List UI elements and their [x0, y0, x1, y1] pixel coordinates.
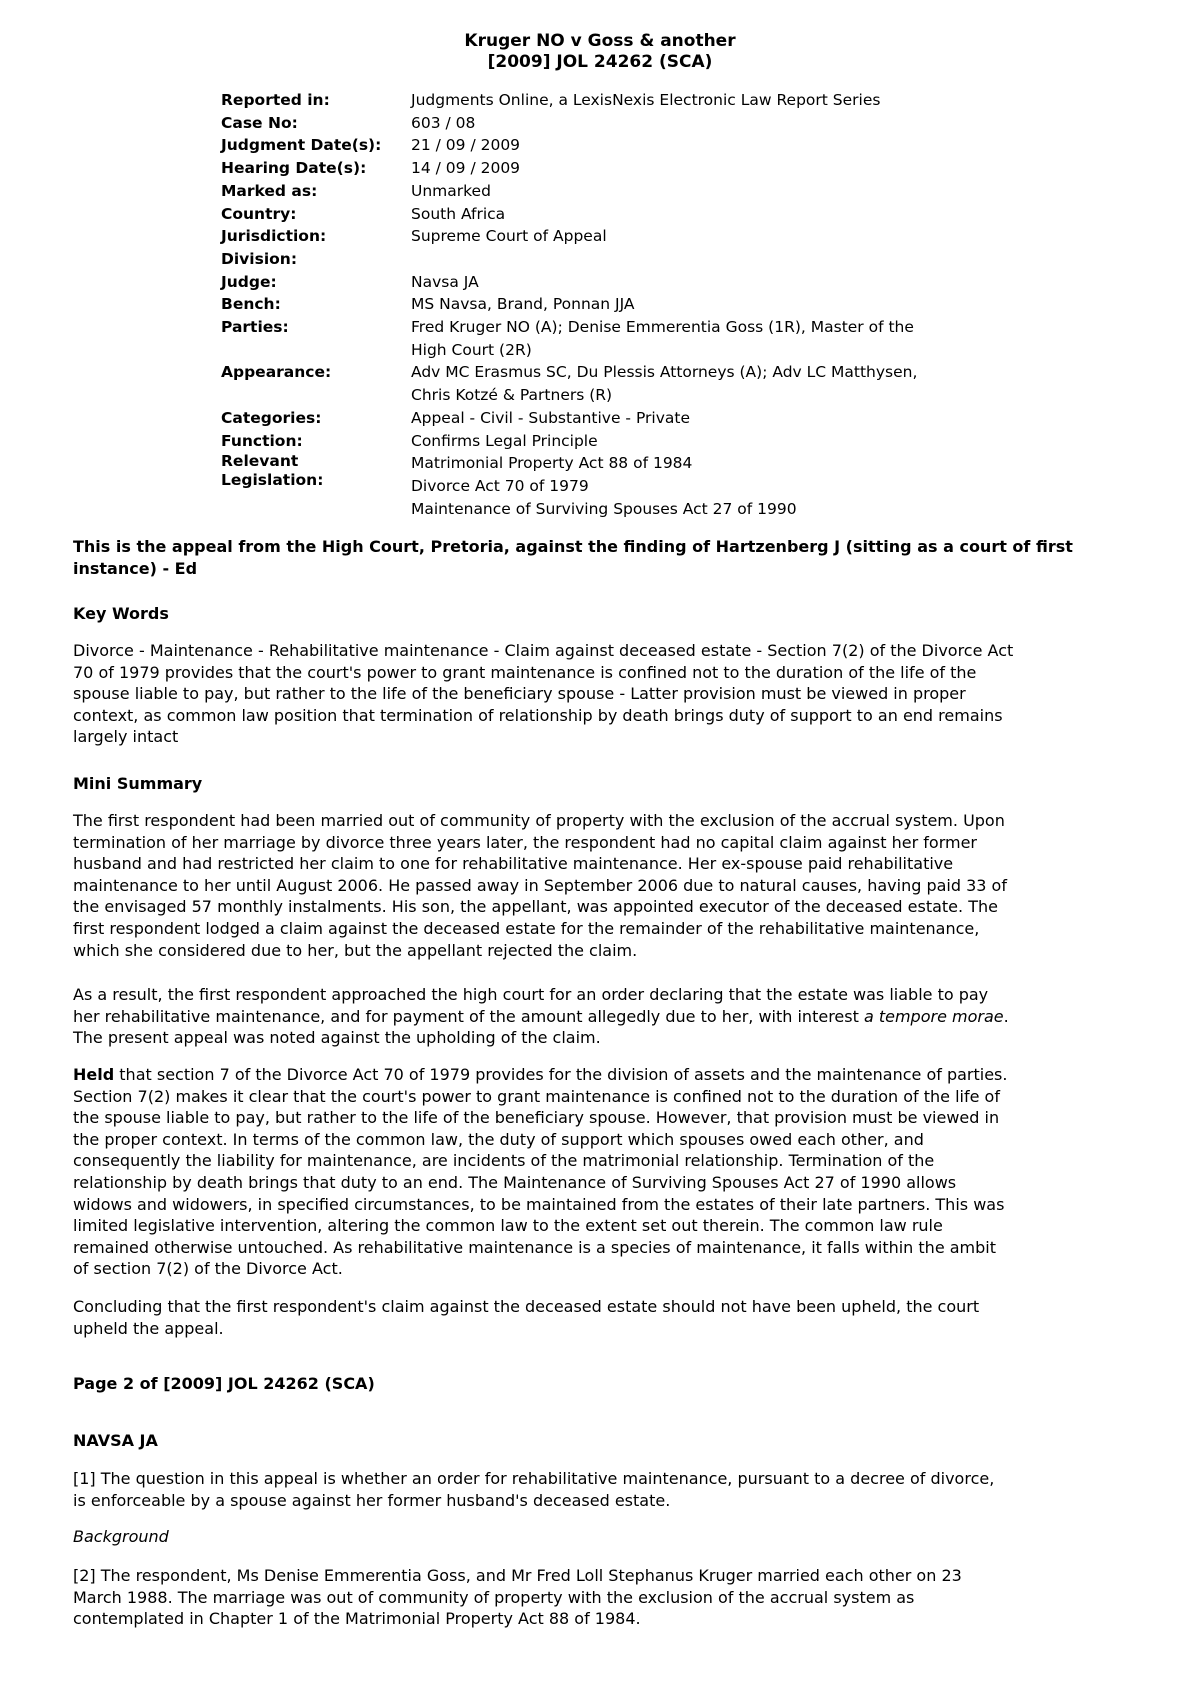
- mini-summary-paragraph-3: [73, 1064, 1137, 1280]
- meta-value: Matrimonial Property Act 88 of 1984: [411, 454, 693, 473]
- latin-phrase: a tempore morae: [863, 1006, 1004, 1026]
- meta-label: Case No:: [221, 113, 298, 132]
- meta-value: Maintenance of Surviving Spouses Act 27 of 1990: [411, 499, 797, 518]
- meta-value: South Africa: [411, 204, 506, 223]
- meta-row-bench: [221, 293, 1001, 316]
- text-line: Divorce - Maintenance - Rehabilitative maintenance - Claim against deceased estate - Section 7(2) of the Divorce Act: [73, 641, 1014, 660]
- case-citation: [2009] JOL 24262 (SCA): [487, 52, 713, 72]
- text-line: first respondent lodged a claim against the deceased estate for the remainder of the rehabilitative maintenance,: [73, 918, 980, 938]
- meta-label: Division:: [221, 249, 298, 268]
- background-heading: Background: [73, 1527, 169, 1546]
- text-line: [1] The question in this appeal is whether an order for rehabilitative maintenance, pursuant to a decree of divorce,: [73, 1469, 995, 1488]
- meta-value: Navsa JA: [411, 272, 479, 291]
- text-line: limited legislative intervention, altering the common law to the extent set out therein. The common law rule: [73, 1216, 943, 1236]
- text-line: Concluding that the first respondent's claim against the deceased estate should not have been upheld, the court: [73, 1297, 980, 1316]
- meta-label: Country:: [221, 204, 297, 223]
- text-line: remained otherwise untouched. As rehabilitative maintenance is a species of maintenance, it falls within the ambit: [73, 1237, 997, 1257]
- text-line: As a result, the first respondent approached the high court for an order declaring that the estate was liable to pay: [73, 985, 989, 1004]
- key-words-heading: Key Words: [73, 604, 169, 623]
- text-line: March 1988. The marriage was out of community of property with the exclusion of the accrual system as: [73, 1587, 915, 1607]
- text-line: Section 7(2) makes it clear that the court's power to grant maintenance is confined not to the duration of the life of: [73, 1086, 1000, 1106]
- text-line: widows and widowers, in specified circumstances, to be maintained from the estates of their late partners. This was: [73, 1194, 1005, 1214]
- text-line: of section 7(2) of the Divorce Act.: [73, 1259, 343, 1279]
- meta-row-hearing-date: [221, 157, 1001, 180]
- meta-value: Divorce Act 70 of 1979: [411, 476, 589, 495]
- text-line: [73, 1006, 1137, 1028]
- text-line: the envisaged 57 monthly instalments. His son, the appellant, was appointed executor of the deceased estate. The: [73, 897, 998, 917]
- meta-label: Parties:: [221, 318, 289, 337]
- text-line: is enforceable by a spouse against her former husband's deceased estate.: [73, 1490, 671, 1510]
- meta-label: Function:: [221, 431, 303, 450]
- text-line: contemplated in Chapter 1 of the Matrimonial Property Act 88 of 1984.: [73, 1609, 641, 1629]
- meta-label: Judge:: [221, 272, 277, 291]
- judge-heading: NAVSA JA: [73, 1431, 158, 1450]
- mini-summary-paragraph-4: [73, 1296, 1137, 1339]
- meta-value: MS Navsa, Brand, Ponnan JJA: [411, 295, 635, 314]
- meta-value: 21 / 09 / 2009: [411, 136, 521, 155]
- text-run: .: [1003, 1006, 1009, 1026]
- text-line: spouse liable to pay, but rather to the life of the beneficiary spouse - Latter provision must be viewed in proper: [73, 684, 966, 704]
- meta-label: Categories:: [221, 408, 322, 427]
- text-line: [73, 1064, 1137, 1086]
- text-line: context, as common law position that termination of relationship by death brings duty of support to an end remains: [73, 705, 1003, 725]
- meta-row-division: [221, 248, 1001, 271]
- meta-row-parties: [221, 316, 1001, 361]
- text-line: upheld the appeal.: [73, 1318, 224, 1338]
- text-line: relationship by death brings that duty to an end. The Maintenance of Surviving Spouses Act 27 of 1990 allows: [73, 1172, 957, 1192]
- text-line: [2] The respondent, Ms Denise Emmerentia Goss, and Mr Fred Loll Stephanus Kruger married each other on 23: [73, 1566, 962, 1585]
- text-line: which she considered due to her, but the appellant rejected the claim.: [73, 940, 638, 960]
- meta-label: [221, 452, 411, 520]
- case-title: Kruger NO v Goss & another: [464, 31, 736, 51]
- meta-value: Adv MC Erasmus SC, Du Plessis Attorneys (A); Adv LC Matthysen,: [411, 363, 918, 382]
- text-line: 70 of 1979 provides that the court's power to grant maintenance is confined not to the duration of the life of the: [73, 662, 977, 682]
- text-line: husband and had restricted her claim to one for rehabilitative maintenance. Her ex-spouse paid rehabilitative: [73, 854, 954, 874]
- meta-row-case-no: [221, 112, 1001, 135]
- meta-value: [411, 248, 1001, 271]
- meta-value: High Court (2R): [411, 340, 532, 359]
- meta-row-jurisdiction: [221, 225, 1001, 248]
- intro-paragraph: [73, 536, 1137, 579]
- mini-summary-paragraph-2: [73, 984, 1137, 1049]
- key-words-paragraph: [73, 640, 1137, 748]
- text-run: that section 7 of the Divorce Act 70 of 1979 provides for the division of assets and the maintenance of parties.: [114, 1065, 1008, 1084]
- meta-label: Judgment Date(s):: [221, 136, 382, 155]
- text-line: This is the appeal from the High Court, Pretoria, against the finding of Hartzenberg J (sitting as a court of first: [73, 537, 1073, 556]
- meta-label: Jurisdiction:: [221, 227, 327, 246]
- meta-label: Reported in:: [221, 91, 330, 109]
- mini-summary-paragraph-1: [73, 810, 1137, 961]
- text-line: The first respondent had been married out of community of property with the exclusion of the accrual system. Upon: [73, 811, 1005, 830]
- text-line: The present appeal was noted against the upholding of the claim.: [73, 1028, 601, 1048]
- meta-value: Chris Kotzé & Partners (R): [411, 386, 613, 405]
- case-metadata-table: [221, 89, 1001, 520]
- meta-row-function: [221, 430, 1001, 453]
- meta-row-appearance: [221, 361, 1001, 406]
- meta-label: Appearance:: [221, 363, 332, 382]
- meta-value: Appeal - Civil - Substantive - Private: [411, 408, 690, 427]
- paragraph-2: [73, 1565, 1137, 1630]
- meta-row-judge: [221, 271, 1001, 294]
- meta-label-line: Relevant: [221, 452, 299, 471]
- meta-row-country: [221, 203, 1001, 226]
- held-label: Held: [73, 1065, 115, 1084]
- meta-row-reported-in: [221, 89, 1001, 112]
- meta-label: Marked as:: [221, 181, 318, 200]
- paragraph-1: [73, 1468, 1137, 1511]
- page-marker: Page 2 of [2009] JOL 24262 (SCA): [73, 1374, 375, 1393]
- text-line: the proper context. In terms of the common law, the duty of support which spouses owed each other, and: [73, 1129, 924, 1149]
- mini-summary-heading: Mini Summary: [73, 774, 203, 793]
- meta-value: Confirms Legal Principle: [411, 431, 598, 450]
- meta-value: 14 / 09 / 2009: [411, 159, 521, 178]
- text-line: the spouse liable to pay, but rather to the life of the beneficiary spouse. However, that provision must be viewed in: [73, 1108, 1000, 1128]
- meta-row-relevant-legislation: [221, 452, 1001, 520]
- meta-value: Unmarked: [411, 181, 491, 200]
- text-line: largely intact: [73, 727, 179, 747]
- meta-row-marked-as: [221, 180, 1001, 203]
- text-line: consequently the liability for maintenance, are incidents of the matrimonial relationship. Termination of the: [73, 1151, 935, 1171]
- text-line: maintenance to her until August 2006. He passed away in September 2006 due to natural causes, having paid 33 of: [73, 875, 1007, 895]
- meta-value: 603 / 08: [411, 113, 476, 132]
- meta-label-line: Legislation:: [221, 471, 324, 490]
- meta-label: Hearing Date(s):: [221, 159, 367, 178]
- meta-value: Judgments Online, a LexisNexis Electronic Law Report Series: [411, 91, 881, 109]
- meta-value: Supreme Court of Appeal: [411, 227, 607, 246]
- meta-value: Fred Kruger NO (A); Denise Emmerentia Goss (1R), Master of the: [411, 318, 914, 337]
- text-line: termination of her marriage by divorce three years later, the respondent had no capital claim against her former: [73, 832, 977, 852]
- text-line: instance) - Ed: [73, 558, 198, 578]
- text-run: her rehabilitative maintenance, and for payment of the amount allegedly due to her, with interest: [73, 1006, 864, 1026]
- meta-row-judgment-date: [221, 134, 1001, 157]
- meta-label: Bench:: [221, 295, 281, 314]
- meta-row-categories: [221, 407, 1001, 430]
